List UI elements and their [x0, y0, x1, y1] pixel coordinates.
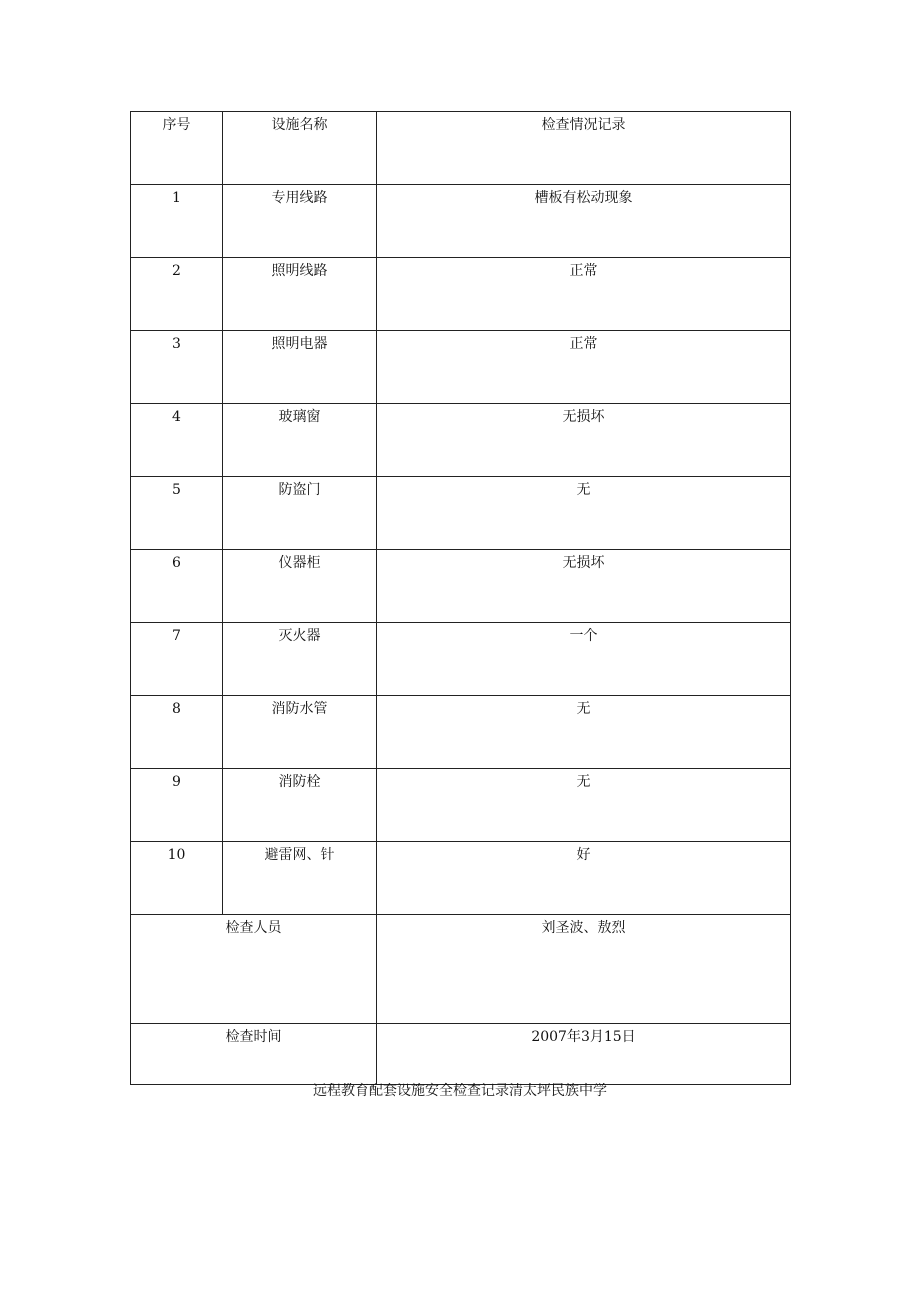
table-row [131, 842, 791, 915]
row-inspection-record: 正常 [377, 258, 791, 331]
header-facility-name: 设施名称 [223, 112, 377, 185]
row-inspection-record: 好 [377, 842, 791, 915]
row-facility-name: 避雷网、针 [223, 842, 377, 915]
inspection-record-table [130, 111, 791, 1085]
table-row [131, 185, 791, 258]
inspection-time-value: 2007年3月15日 [377, 1024, 791, 1085]
table-row [131, 623, 791, 696]
row-facility-name: 玻璃窗 [223, 404, 377, 477]
row-facility-name: 照明线路 [223, 258, 377, 331]
row-no: 2 [131, 258, 223, 331]
row-inspection-record: 无 [377, 769, 791, 842]
row-facility-name: 灭火器 [223, 623, 377, 696]
table-row [131, 258, 791, 331]
row-no: 8 [131, 696, 223, 769]
table-row [131, 550, 791, 623]
row-facility-name: 照明电器 [223, 331, 377, 404]
row-inspection-record: 无损坏 [377, 404, 791, 477]
row-inspection-record: 一个 [377, 623, 791, 696]
inspection-time-label: 检查时间 [131, 1024, 377, 1085]
inspection-time-row [131, 1024, 791, 1085]
row-facility-name: 仪器柜 [223, 550, 377, 623]
row-inspection-record: 无损坏 [377, 550, 791, 623]
inspector-value: 刘圣波、敖烈 [377, 915, 791, 1024]
inspector-row [131, 915, 791, 1024]
row-inspection-record: 正常 [377, 331, 791, 404]
row-no: 4 [131, 404, 223, 477]
row-facility-name: 防盗门 [223, 477, 377, 550]
table-row [131, 769, 791, 842]
table-row [131, 331, 791, 404]
row-no: 10 [131, 842, 223, 915]
inspector-label: 检查人员 [131, 915, 377, 1024]
table-header-row [131, 112, 791, 185]
row-facility-name: 消防栓 [223, 769, 377, 842]
row-no: 5 [131, 477, 223, 550]
row-no: 3 [131, 331, 223, 404]
row-no: 9 [131, 769, 223, 842]
table-row [131, 477, 791, 550]
table-row [131, 696, 791, 769]
row-facility-name: 消防水管 [223, 696, 377, 769]
row-no: 6 [131, 550, 223, 623]
row-inspection-record: 槽板有松动现象 [377, 185, 791, 258]
document-caption: 远程教育配套设施安全检查记录清太坪民族中学 [313, 1083, 607, 1099]
table-row [131, 404, 791, 477]
row-inspection-record: 无 [377, 696, 791, 769]
row-facility-name: 专用线路 [223, 185, 377, 258]
header-inspection-record: 检查情况记录 [377, 112, 791, 185]
row-inspection-record: 无 [377, 477, 791, 550]
row-no: 1 [131, 185, 223, 258]
row-no: 7 [131, 623, 223, 696]
header-no: 序号 [131, 112, 223, 185]
